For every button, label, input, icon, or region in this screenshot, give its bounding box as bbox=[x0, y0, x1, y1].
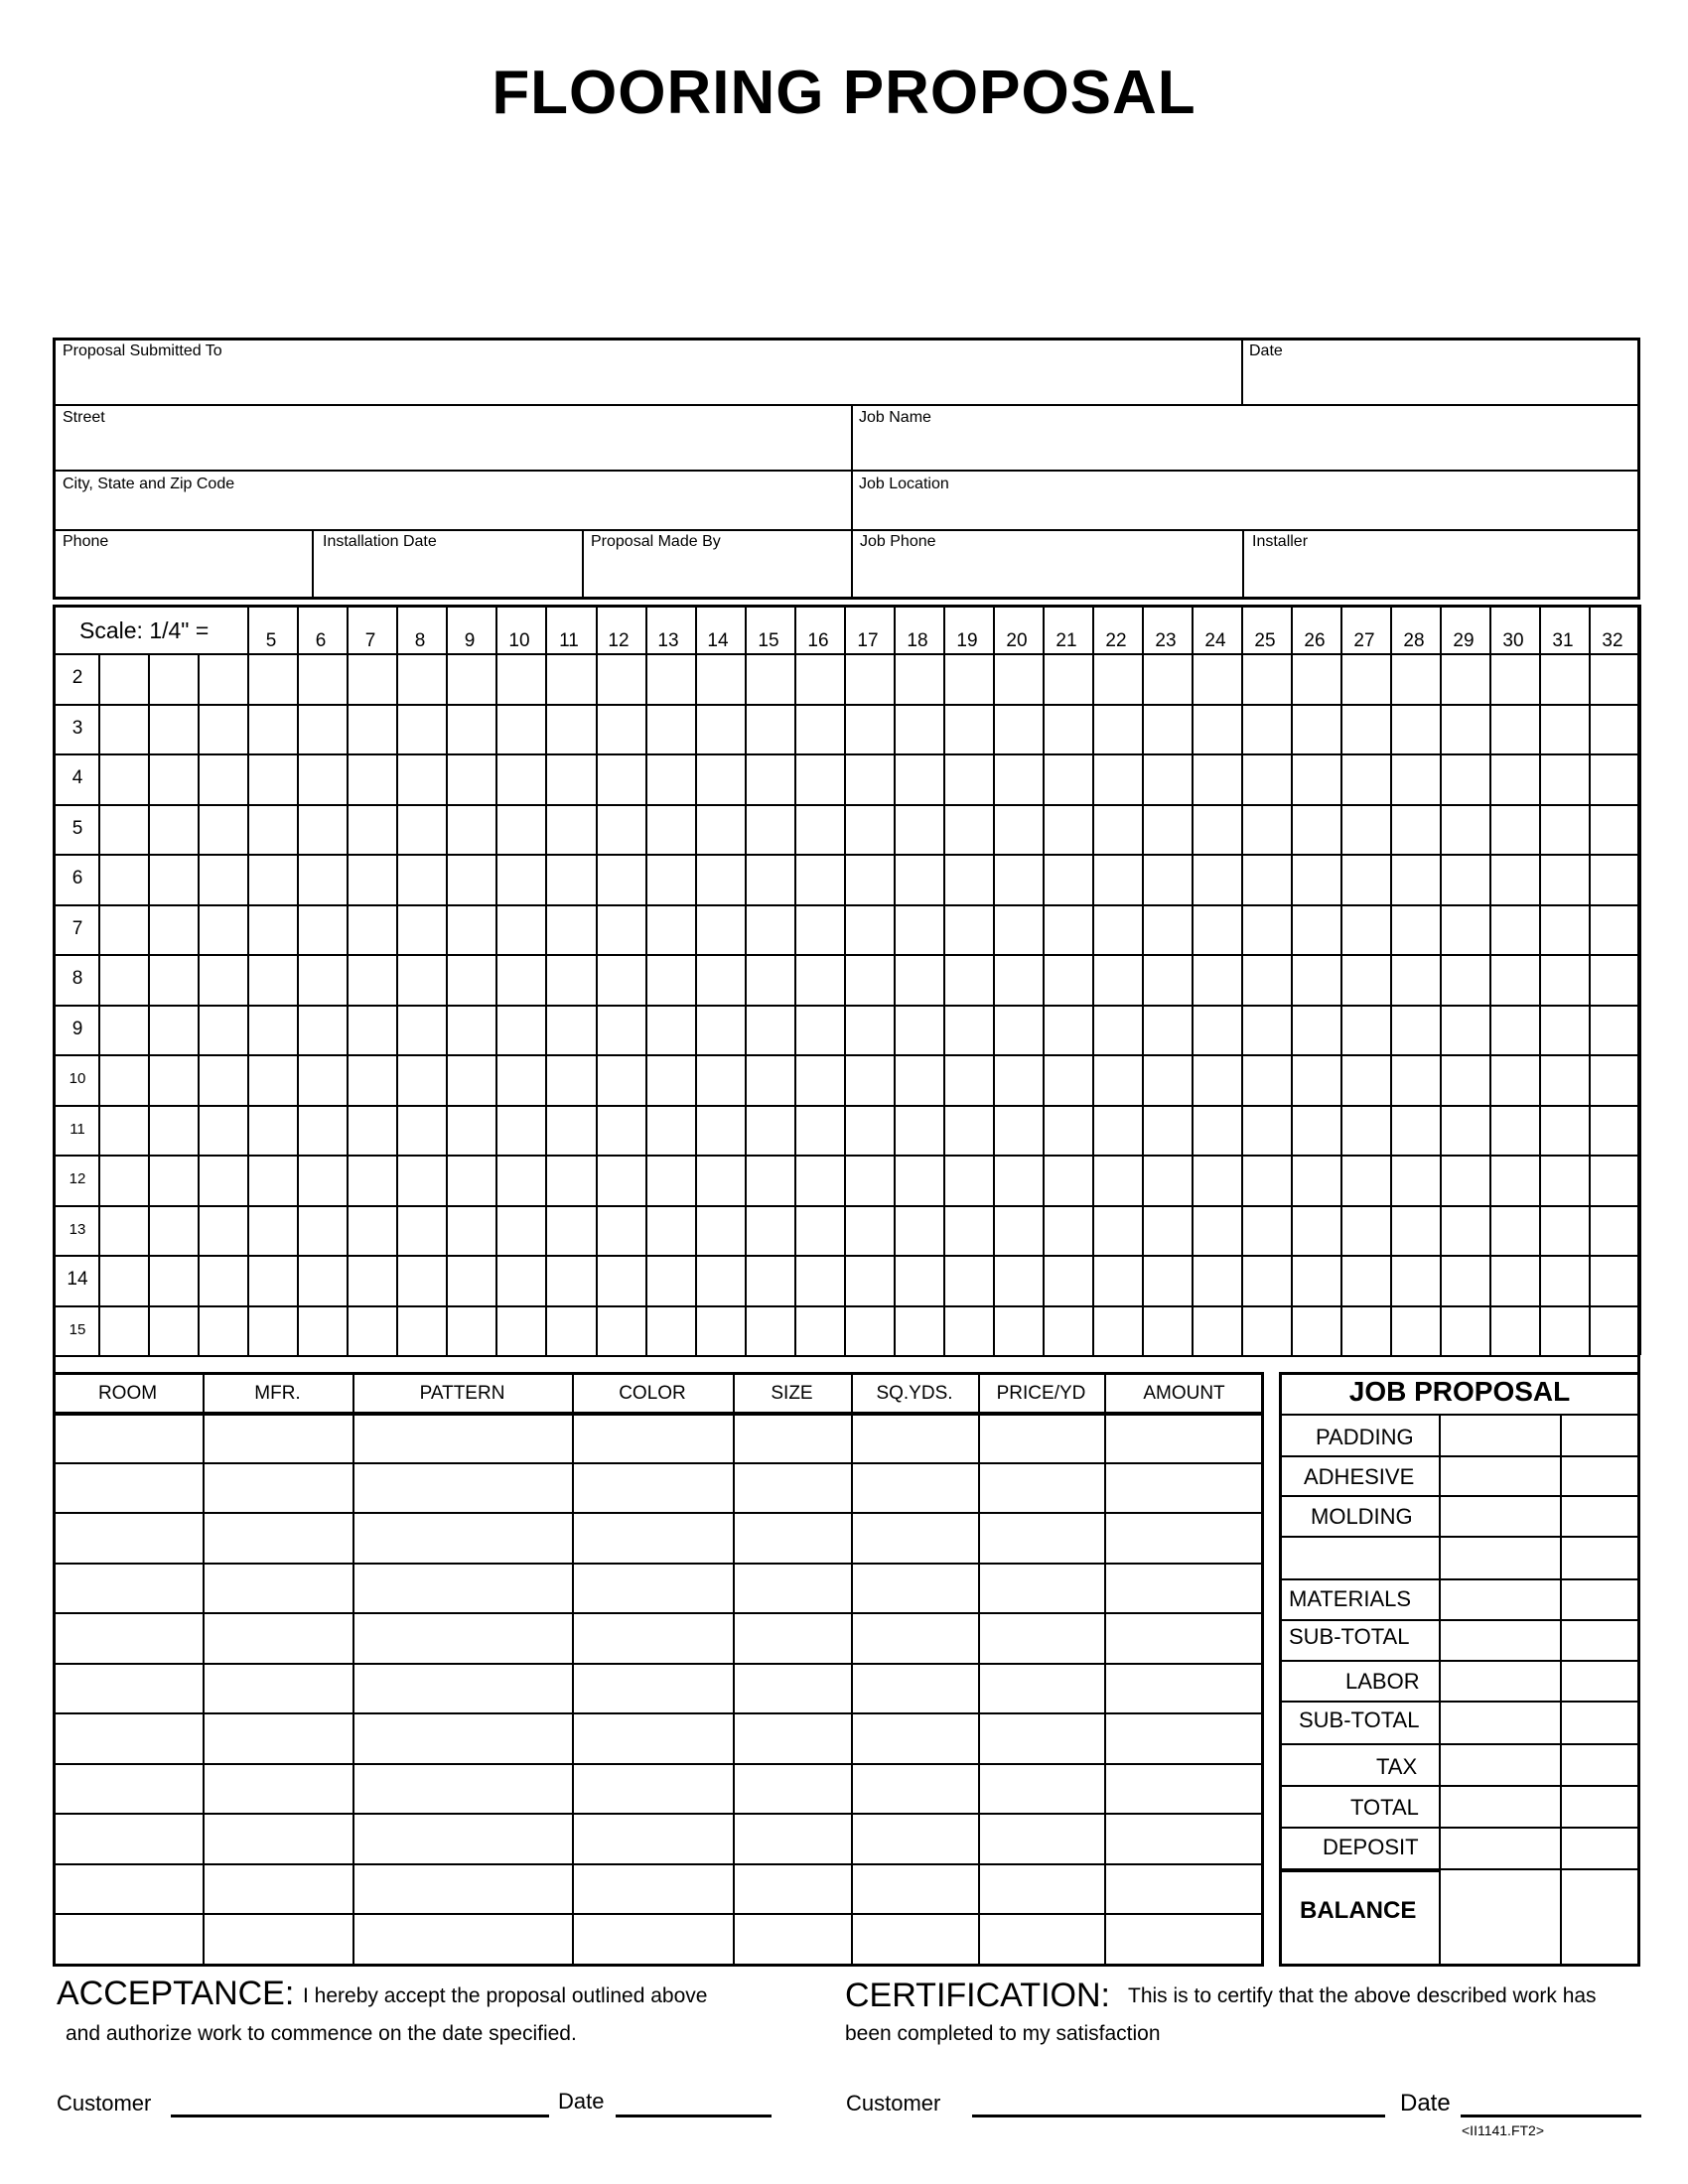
grid-column-number: 7 bbox=[364, 630, 376, 651]
grid-row-number: 9 bbox=[71, 1019, 83, 1039]
grid-column-number: 11 bbox=[559, 630, 579, 651]
job-top bbox=[1279, 1372, 1640, 1375]
materials-row-line bbox=[53, 1462, 1264, 1464]
balance-label: BALANCE bbox=[1300, 1897, 1417, 1924]
grid-column-number: 28 bbox=[1403, 630, 1425, 651]
phone-field[interactable]: Phone bbox=[63, 533, 109, 550]
certification-date-line[interactable] bbox=[1461, 2115, 1641, 2117]
grid-row-number: 10 bbox=[69, 1070, 86, 1087]
materials-column-header: SQ.YDS. bbox=[876, 1383, 953, 1404]
grid-col-line bbox=[745, 605, 747, 1355]
materials-col-line bbox=[352, 1372, 354, 1967]
grid-row-line bbox=[53, 1155, 1640, 1157]
materials-label: MATERIALS bbox=[1289, 1586, 1412, 1611]
grid-col-line bbox=[545, 605, 547, 1355]
job-right bbox=[1637, 1372, 1640, 1967]
job-left bbox=[1279, 1372, 1282, 1967]
acceptance-customer-signature-line[interactable] bbox=[171, 2115, 549, 2117]
grid-header-bottom bbox=[53, 653, 1640, 655]
total-label: TOTAL bbox=[1350, 1795, 1419, 1820]
grid-column-number: 32 bbox=[1602, 630, 1623, 651]
grid-col-line bbox=[1340, 605, 1342, 1355]
materials-row-line bbox=[53, 1563, 1264, 1565]
adhesive-label: ADHESIVE bbox=[1304, 1464, 1415, 1489]
grid-col-line bbox=[1142, 605, 1144, 1355]
materials-row-line bbox=[53, 1612, 1264, 1614]
grid-col-line bbox=[1589, 605, 1591, 1355]
grid-col-line bbox=[495, 605, 497, 1355]
grid-column-number: 21 bbox=[1055, 630, 1077, 651]
grid-column-number: 14 bbox=[707, 630, 729, 651]
street-field[interactable]: Street bbox=[63, 409, 105, 426]
grid-col-line bbox=[1192, 605, 1194, 1355]
job-row-line bbox=[1279, 1827, 1640, 1829]
grid-column-number: 10 bbox=[508, 630, 530, 651]
grid-row-number: 12 bbox=[69, 1170, 86, 1187]
grid-column-number: 25 bbox=[1254, 630, 1276, 651]
grid-row-line bbox=[53, 753, 1640, 755]
grid-col-line bbox=[1539, 605, 1541, 1355]
grid-row-line bbox=[53, 854, 1640, 856]
molding-label: MOLDING bbox=[1311, 1504, 1413, 1529]
grid-border-top bbox=[53, 605, 1640, 608]
materials-col-line bbox=[53, 1372, 56, 1967]
grid-row-line bbox=[53, 804, 1640, 806]
grid-col-line bbox=[596, 605, 598, 1355]
job-row-line bbox=[1279, 1785, 1640, 1787]
acceptance-heading: ACCEPTANCE: bbox=[57, 1975, 295, 2012]
grid-column-number: 29 bbox=[1453, 630, 1475, 651]
grid-col-line bbox=[1489, 605, 1491, 1355]
grid-column-number: 17 bbox=[857, 630, 879, 651]
job-row-line bbox=[1279, 1619, 1640, 1621]
materials-row-line bbox=[53, 1763, 1264, 1765]
city-state-zip-field[interactable]: City, State and Zip Code bbox=[63, 476, 235, 492]
job-name-field[interactable]: Job Name bbox=[859, 409, 931, 426]
grid-row-line bbox=[53, 904, 1640, 906]
grid-row-line bbox=[53, 1205, 1640, 1207]
balance-top-rule bbox=[1279, 1868, 1439, 1872]
proposal-submitted-to-field[interactable]: Proposal Submitted To bbox=[63, 342, 222, 359]
certification-customer-signature-line[interactable] bbox=[972, 2115, 1385, 2117]
grid-col-line bbox=[396, 605, 398, 1355]
acceptance-text-line1: I hereby accept the proposal outlined above bbox=[303, 1984, 708, 2007]
materials-row-line bbox=[53, 1913, 1264, 1915]
grid-col-line bbox=[645, 605, 647, 1355]
grid-col-line bbox=[1043, 605, 1045, 1355]
grid-row-line bbox=[53, 1305, 1640, 1307]
job-row-line bbox=[1279, 1660, 1640, 1662]
grid-column-number: 30 bbox=[1502, 630, 1524, 651]
job-row-line bbox=[1279, 1414, 1640, 1416]
grid-row-number: 7 bbox=[71, 918, 83, 939]
grid-col-line bbox=[1092, 605, 1094, 1355]
job-row-line bbox=[1279, 1536, 1640, 1538]
date-field[interactable]: Date bbox=[1249, 342, 1283, 359]
materials-row-line bbox=[53, 1712, 1264, 1714]
materials-col-line bbox=[1104, 1372, 1106, 1967]
grid-col-line bbox=[794, 605, 796, 1355]
grid-col-line bbox=[695, 605, 697, 1355]
grid-row-number: 2 bbox=[71, 667, 83, 688]
materials-bottom bbox=[53, 1964, 1264, 1967]
installer-field[interactable]: Installer bbox=[1252, 533, 1309, 550]
form-code: <II1141.FT2> bbox=[1462, 2122, 1545, 2138]
deposit-label: DEPOSIT bbox=[1323, 1835, 1419, 1859]
grid-col-line bbox=[1639, 605, 1641, 1355]
materials-row-line bbox=[53, 1663, 1264, 1665]
grid-col-line bbox=[943, 605, 945, 1355]
grid-row-number: 8 bbox=[71, 968, 83, 989]
grid-column-number: 13 bbox=[657, 630, 679, 651]
grid-col-line bbox=[446, 605, 448, 1355]
grid-column-number: 9 bbox=[464, 630, 476, 651]
certification-text-line2: been completed to my satisfaction bbox=[845, 2022, 1161, 2045]
grid-row-line bbox=[53, 704, 1640, 706]
grid-column-number: 18 bbox=[907, 630, 928, 651]
materials-row-line bbox=[53, 1813, 1264, 1815]
materials-header-bottom bbox=[53, 1412, 1264, 1416]
subtotal-materials-label: SUB-TOTAL bbox=[1289, 1624, 1410, 1649]
acceptance-date-line[interactable] bbox=[616, 2115, 772, 2117]
grid-bottom bbox=[53, 1355, 1640, 1357]
grid-row-number: 15 bbox=[69, 1321, 86, 1338]
grid-column-number: 24 bbox=[1204, 630, 1226, 651]
materials-col-line bbox=[978, 1372, 980, 1967]
grid-row-line bbox=[53, 1255, 1640, 1257]
grid-row-number: 13 bbox=[69, 1221, 86, 1238]
installation-date-field[interactable]: Installation Date bbox=[323, 533, 437, 550]
grid-column-number: 22 bbox=[1105, 630, 1127, 651]
grid-column-number: 26 bbox=[1304, 630, 1326, 651]
grid-column-number: 15 bbox=[758, 630, 779, 651]
materials-column-header: PRICE/YD bbox=[996, 1383, 1086, 1404]
grid-column-number: 27 bbox=[1353, 630, 1375, 651]
grid-col-line bbox=[1390, 605, 1392, 1355]
certification-text-line1: This is to certify that the above described work has bbox=[1128, 1984, 1597, 2007]
grid-row-line bbox=[53, 1054, 1640, 1056]
job-row-line bbox=[1279, 1455, 1640, 1457]
job-row-line bbox=[1279, 1701, 1640, 1703]
grid-row-number: 4 bbox=[71, 767, 83, 788]
grid-col-line bbox=[993, 605, 995, 1355]
materials-col-line bbox=[851, 1372, 853, 1967]
page-title: FLOORING PROPOSAL bbox=[492, 59, 1196, 127]
materials-row-line bbox=[53, 1512, 1264, 1514]
grid-column-number: 31 bbox=[1552, 630, 1574, 651]
grid-column-number: 19 bbox=[956, 630, 978, 651]
grid-column-number: 6 bbox=[315, 630, 327, 651]
materials-column-header: COLOR bbox=[619, 1383, 686, 1404]
grid-row-line bbox=[53, 1005, 1640, 1007]
grid-row-line bbox=[53, 1105, 1640, 1107]
grid-row-number: 5 bbox=[71, 818, 83, 839]
acceptance-customer-label: Customer bbox=[57, 2091, 152, 2116]
labor-label: LABOR bbox=[1345, 1669, 1420, 1694]
materials-column-header: ROOM bbox=[97, 1383, 158, 1404]
grid-column-number: 20 bbox=[1006, 630, 1028, 651]
certification-customer-label: Customer bbox=[846, 2091, 941, 2116]
scale-label: Scale: 1/4" = bbox=[79, 617, 210, 643]
acceptance-text-line2: and authorize work to commence on the date specified. bbox=[66, 2022, 577, 2045]
materials-column-header: MFR. bbox=[254, 1383, 301, 1404]
job-phone-field[interactable]: Job Phone bbox=[860, 533, 936, 550]
certification-heading: CERTIFICATION: bbox=[845, 1977, 1110, 2014]
materials-column-header: PATTERN bbox=[419, 1383, 505, 1404]
grid-col-line bbox=[1440, 605, 1442, 1355]
acceptance-date-label: Date bbox=[558, 2089, 605, 2114]
grid-col-line bbox=[297, 605, 299, 1355]
grid-col-line bbox=[1241, 605, 1243, 1355]
grid-col-line bbox=[1291, 605, 1293, 1355]
job-bottom bbox=[1279, 1964, 1640, 1967]
job-row-line bbox=[1279, 1578, 1640, 1580]
grid-column-number: 23 bbox=[1155, 630, 1177, 651]
job-row-line bbox=[1279, 1495, 1640, 1497]
proposal-made-by-field[interactable]: Proposal Made By bbox=[591, 533, 721, 550]
subtotal-labor-label: SUB-TOTAL bbox=[1299, 1707, 1420, 1732]
job-location-field[interactable]: Job Location bbox=[859, 476, 949, 492]
materials-col-line bbox=[572, 1372, 574, 1967]
tax-label: TAX bbox=[1376, 1754, 1418, 1779]
grid-col-line bbox=[844, 605, 846, 1355]
materials-col-line bbox=[1261, 1372, 1264, 1967]
materials-col-line bbox=[733, 1372, 735, 1967]
grid-col-line bbox=[894, 605, 896, 1355]
materials-top bbox=[53, 1372, 1264, 1375]
grid-column-number: 12 bbox=[608, 630, 630, 651]
grid-column-number: 8 bbox=[414, 630, 426, 651]
grid-row-number: 11 bbox=[70, 1121, 85, 1138]
grid-row-line bbox=[53, 954, 1640, 956]
grid-column-number: 16 bbox=[807, 630, 829, 651]
materials-col-line bbox=[203, 1372, 205, 1967]
materials-column-header: AMOUNT bbox=[1143, 1383, 1225, 1404]
grid-row-number: 3 bbox=[71, 718, 83, 739]
materials-column-header: SIZE bbox=[771, 1383, 813, 1404]
grid-row-number: 14 bbox=[67, 1269, 88, 1290]
materials-row-line bbox=[53, 1863, 1264, 1865]
padding-label: PADDING bbox=[1316, 1425, 1414, 1449]
grid-col-line bbox=[247, 605, 249, 1355]
grid-row-number: 6 bbox=[71, 868, 83, 888]
job-row-line bbox=[1279, 1743, 1640, 1745]
certification-date-label: Date bbox=[1400, 2090, 1451, 2116]
grid-col-line bbox=[347, 605, 349, 1355]
job-proposal-title: JOB PROPOSAL bbox=[1348, 1376, 1571, 1407]
grid-column-number: 5 bbox=[265, 630, 277, 651]
